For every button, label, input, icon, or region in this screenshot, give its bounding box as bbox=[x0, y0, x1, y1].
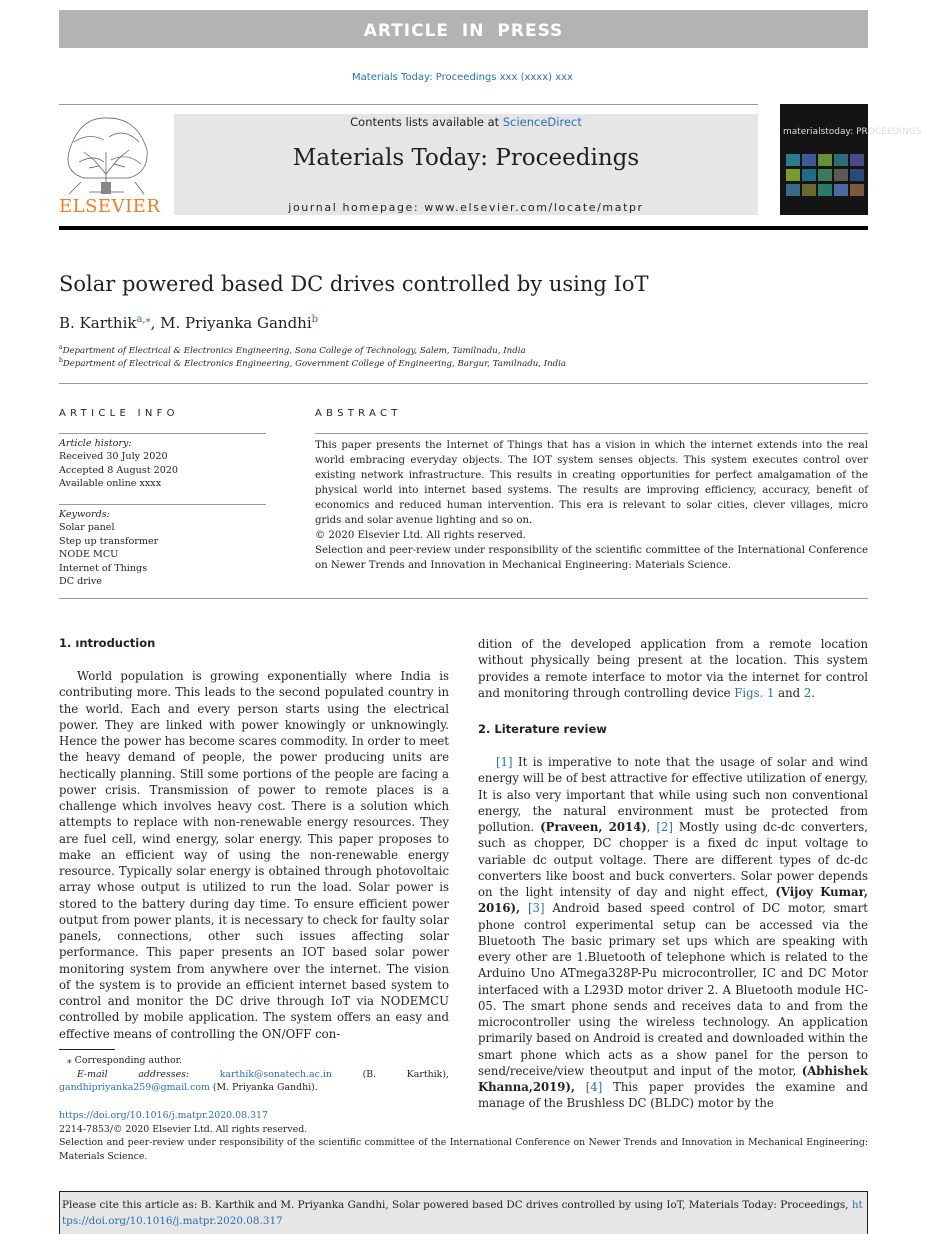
author-1-affil-link[interactable]: a,⁎ bbox=[136, 314, 151, 325]
citation-text bbox=[62, 1198, 866, 1229]
history-label: Article history: bbox=[59, 438, 132, 449]
author-2-affil-link[interactable]: b bbox=[311, 314, 319, 325]
received-date: Received 30 July 2020 bbox=[59, 451, 168, 463]
affiliation-a bbox=[59, 344, 526, 356]
intro-paragraph: World population is growing exponentially where India is contributing more. This leads to the second populated country in the world. Each and every person starts using the electrical power. They are linked with power knowingly or unknowingly. Hence the power has become scares commodity. In order to meet the heavy demand of people, the power producing units are hectically planning. Still some portions of the people are facing a power crisis. Transmission of power to remote places is a challenge which involves heavy cost. There is a solution which attempts to replace with non-renewable energy resources. They are fuel cell, wind energy, solar energy. This paper proposes to make an efficient way of using the non-renewable energy resource. Typically solar energy is obtained through photovoltaic array whose output is utilized to run the load. Solar power is stored to the battery during day time. To ensure efficient power output from power plants, it is necessary to check for faulty solar panels, connections, other such issues affecting solar performance. This paper presents an IOT based solar power monitoring system from anywhere over the internet. The vision of the system is to provide an efficient internet based system to control and monitor the DC drive through IoT via NODEMCU controlled by mobile application. The system offers an easy and effective means of controlling the ON/OFF con- bbox=[59, 669, 449, 1041]
bottom-metadata bbox=[59, 1109, 868, 1163]
email-link-2[interactable]: gandhipriyanka259@gmail.com bbox=[59, 1082, 210, 1093]
footnote bbox=[59, 1054, 449, 1095]
intro-body bbox=[59, 668, 449, 1042]
contents-line bbox=[174, 115, 758, 129]
publisher-wordmark: ELSEVIER bbox=[59, 196, 161, 217]
affiliation-rule bbox=[59, 383, 868, 384]
ref-1-link[interactable]: [1] bbox=[496, 755, 513, 769]
accepted-date: Accepted 8 August 2020 bbox=[59, 464, 179, 476]
abstract-heading: ABSTRACT bbox=[315, 408, 402, 419]
footnote-rule bbox=[59, 1049, 115, 1050]
and-text: and bbox=[778, 685, 801, 700]
article-history bbox=[59, 437, 266, 491]
contents-prefix: Contents lists available at bbox=[350, 115, 500, 129]
author-separator: , bbox=[150, 314, 161, 332]
header-thick-rule bbox=[59, 226, 868, 230]
intro-cont-text: dition of the developed application from a remote location without physically being present at the location. This system provides a remote interface to motor via the internet for control and monitoring through controlling device bbox=[478, 637, 868, 700]
doi-link[interactable]: https://doi.org/10.1016/j.matpr.2020.08.317 bbox=[59, 1110, 268, 1121]
header-top-rule bbox=[59, 104, 758, 105]
abstract-bottom-rule bbox=[59, 598, 868, 599]
article-info-heading: ARTICLE INFO bbox=[59, 408, 179, 419]
ref-2-link[interactable]: [2] bbox=[656, 820, 673, 834]
keyword: NODE MCU bbox=[59, 549, 119, 561]
affiliation-b-text: Department of Electrical & Electronics Engineering, Government College of Engineering, Bargur, Tamilnadu, India bbox=[62, 358, 567, 369]
author-1: B. Karthik bbox=[59, 314, 137, 332]
online-date: Available online xxxx bbox=[59, 478, 162, 490]
journal-title: Materials Today: Proceedings bbox=[292, 145, 640, 171]
lit-text-1: It is imperative to note that the usage of solar and wind energy will be of best attractive for effective utilization of energy, It is also very important that while using such non conventional energy, the natural environment must be protected from pollution. bbox=[478, 755, 868, 834]
article-info-rule bbox=[59, 433, 266, 434]
literature-heading: 2. Literature review bbox=[478, 722, 607, 736]
intro-continuation bbox=[478, 636, 868, 701]
keyword: Step up transformer bbox=[59, 535, 159, 547]
sciencedirect-link[interactable]: ScienceDirect bbox=[502, 115, 582, 129]
corresponding-author: Corresponding author. bbox=[74, 1055, 183, 1066]
intro-heading: 1. ıntroduction bbox=[59, 636, 156, 650]
journal-cover-image bbox=[780, 104, 922, 215]
keywords-block bbox=[59, 508, 266, 588]
journal-homepage[interactable]: journal homepage: www.elsevier.com/locate/matpr bbox=[288, 201, 644, 214]
author-2: M. Priyanka Gandhi bbox=[160, 314, 312, 332]
cover-title-text: materialstoday: PROCEEDINGS bbox=[783, 127, 922, 137]
email-label: E-mail addresses: bbox=[77, 1068, 190, 1080]
lit-sep-1: , bbox=[646, 820, 651, 834]
ref-3-link[interactable]: [3] bbox=[527, 901, 545, 916]
lit-author-2: (Vijoy Kumar, 2016), bbox=[478, 885, 868, 916]
affiliation-a-text: Department of Electrical & Electronics Engineering, Sona College of Technology, Salem, Tamilnadu, India bbox=[62, 345, 526, 356]
affiliation-b-mark: b bbox=[59, 357, 63, 364]
lit-author-3: (Abhishek Khanna,2019), bbox=[478, 1063, 869, 1094]
citation-doi-link[interactable]: https://doi.org/10.1016/j.matpr.2020.08.317 bbox=[62, 1199, 863, 1227]
cover-graphic bbox=[780, 104, 922, 215]
affiliation-a-mark: a bbox=[59, 344, 63, 351]
literature-body bbox=[478, 754, 868, 1112]
keyword: Internet of Things bbox=[59, 562, 148, 574]
keyword: DC drive bbox=[59, 576, 102, 588]
abstract-text: This paper presents the Internet of Things that has a vision in which the internet extends into the real world embracing everyday objects. The IOT system senses objects. This system executes control over existing network infrastructure. This results in creating opportunities for perfect amalgamation of the physical world into internet based systems. The results are improving efficiency, accuracy, benefit of economics and reduced human intervention. This era is relevant to solar cities, clever villages, micro grids and solar avenue lighting and so on. bbox=[315, 440, 868, 526]
keyword: Solar panel bbox=[59, 522, 115, 534]
article-title: Solar powered based DC drives controlled by using IoT bbox=[59, 272, 649, 296]
lit-author-1: (Praveen, 2014) bbox=[540, 820, 647, 834]
article-in-press-banner: ARTICLE IN PRESS bbox=[59, 10, 868, 48]
lit-text-3: Android based speed control of DC motor, smart phone control experimental setup can be accessed via the Bluetooth The basic primary set ups which are speaking with every other are 1.Bluetooth of telephone which is related to the Arduino Uno ATmega328P-Pu microcontroller, IC and DC Motor interfaced with a L293D motor driver 2. A Bluetooth module HC-05. The smart phone sends and receives data to and from the microcontroller using the wireless technology. An application primarily based on Android is created and downloaded within the smart phone which acts as a show panel for the person to send/receive/view theoutput and input of the motor, bbox=[478, 901, 868, 1078]
fig-2-link[interactable]: 2 bbox=[803, 685, 812, 700]
email-owner-1: (B. Karthik), bbox=[362, 1068, 449, 1080]
email-link-1[interactable]: karthik@sonatech.ac.in bbox=[219, 1068, 332, 1080]
corresponding-mark: ⁎ bbox=[67, 1055, 72, 1066]
end-period: . bbox=[811, 685, 816, 700]
lit-text-4: This paper provides the examine and manage of the Brushless DC (BLDC) motor by the bbox=[478, 1080, 868, 1111]
keywords-label: Keywords: bbox=[59, 509, 110, 520]
abstract-peer-review: Selection and peer-review under responsibility of the scientific committee of the International Conference on Newer Trends and Innovation in Mechanical Engineering: Materials Science. bbox=[315, 545, 868, 571]
abstract-rule bbox=[315, 433, 868, 434]
abstract-copyright: © 2020 Elsevier Ltd. All rights reserved. bbox=[315, 530, 527, 541]
affiliation-b bbox=[59, 357, 566, 369]
peer-review-footer: Selection and peer-review under responsibility of the scientific committee of the International Conference on Newer Trends and Innovation in Mechanical Engineering: Materials Science. bbox=[59, 1137, 868, 1162]
issn-line: 2214-7853/© 2020 Elsevier Ltd. All rights reserved. bbox=[59, 1123, 308, 1135]
author-list bbox=[59, 314, 318, 332]
lit-text-2: Mostly using dc-dc converters, such as chopper, DC chopper is a fixed dc input voltage to variable dc output voltage. There are different types of dc-dc converters like boost and buck converters. Solar power depends on the light intensity of day and night effect, bbox=[478, 820, 868, 899]
keywords-rule bbox=[59, 504, 266, 505]
ref-4-link[interactable]: [4] bbox=[585, 1080, 603, 1094]
email-owner-2: (M. Priyanka Gandhi). bbox=[212, 1082, 318, 1093]
abstract-body bbox=[315, 438, 868, 573]
citation-prefix: Please cite this article as: B. Karthik and M. Priyanka Gandhi, Solar powered based DC drives controlled by using IoT, Materials Today: Proceedings, bbox=[62, 1199, 849, 1211]
fig-1-link[interactable]: Figs. 1 bbox=[734, 685, 775, 700]
journal-reference-link[interactable]: Materials Today: Proceedings xxx (xxxx) xxx bbox=[352, 72, 573, 83]
